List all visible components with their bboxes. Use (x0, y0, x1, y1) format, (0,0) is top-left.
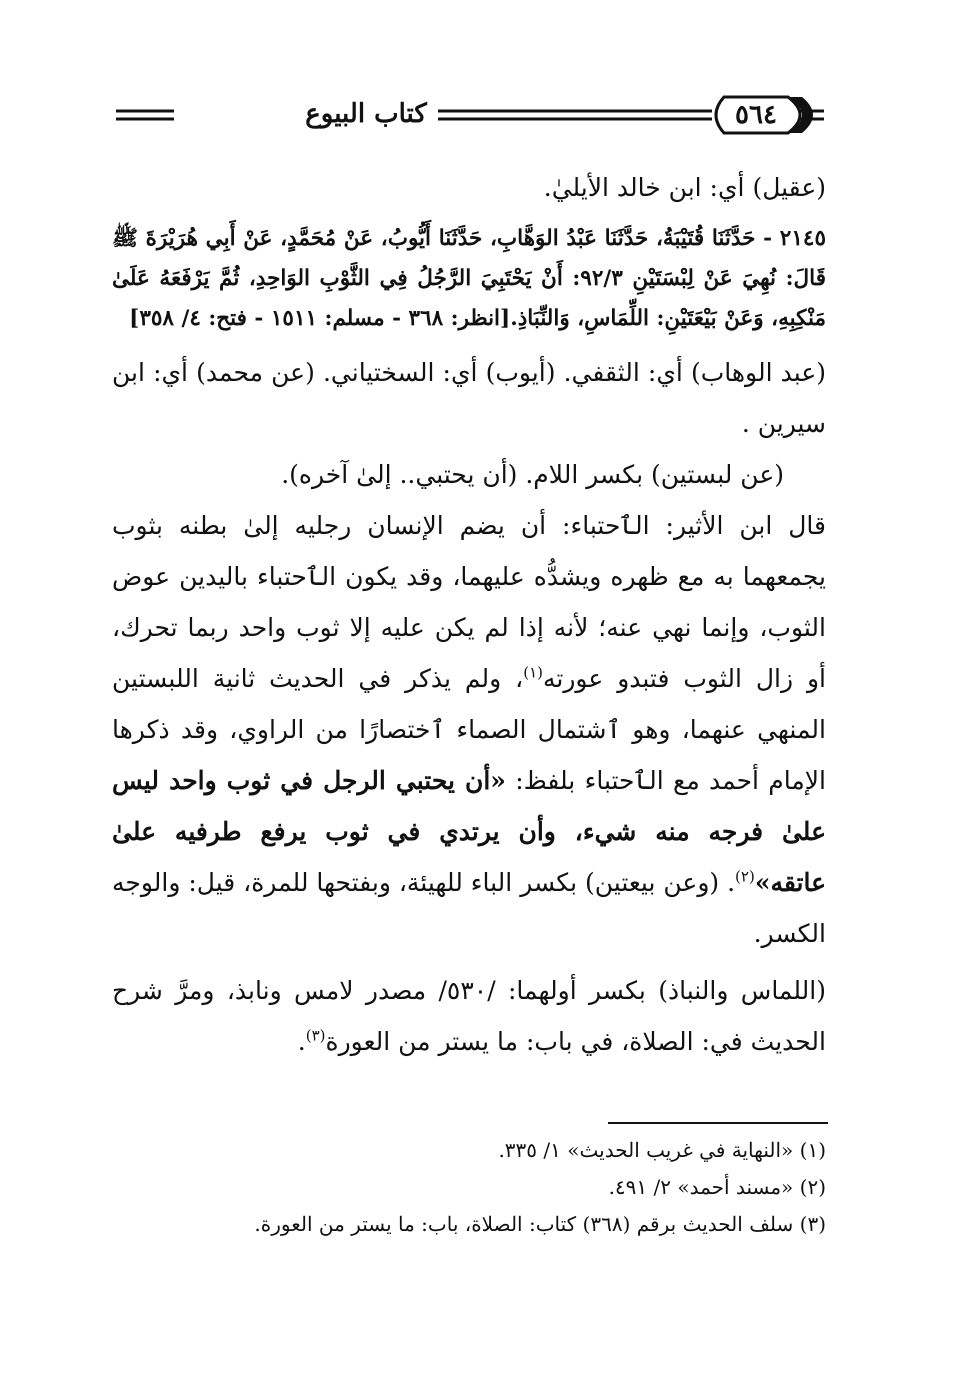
hadith-text (112, 219, 826, 339)
footnote-marker-1: (١) (523, 663, 543, 682)
hadith-body: ٢١٤٥ - حَدَّثَنَا قُتَيْبَةُ، حَدَّثَنَا عَبْدُ الوَهَّابِ، حَدَّثَنَا أَيُّوبُ، عَنْ مُحَمَّدٍ، عَنْ أَبِي هُرَيْرَةَ ﷺ قَالَ: نُهِيَ عَنْ لِبْسَتَيْنِ ٩٢/٣: أَنْ يَحْتَبِيَ الرَّجُلُ فِي الثَّوْبِ الوَاحِدِ، ثُمَّ يَرْفَعَهُ عَلَىٰ مَنْكِبِهِ، وَعَنْ بَيْعَتَيْنِ: اللِّمَاسِ، وَالنِّبَاذِ. (112, 226, 826, 331)
footnote-1: (١) «النهاية في غريب الحديث» ١/ ٣٣٥. (498, 1138, 826, 1162)
commentary-paragraph-2: (عن لبستين) بكسر اللام. (أن يحتبي.. إلىٰ آخره). (281, 460, 784, 489)
limas-nibadh-note: (اللماس والنباذ) بكسر أولهما: /٥٣٠/ مصدر لامس ونابذ، ومرَّ شرح الحديث في: الصلاة، في باب: ما يستر من العورة (112, 976, 826, 1056)
paragraph-end: . (297, 1027, 306, 1056)
running-title: كتاب البيوع (294, 94, 438, 134)
narrator-note: (عقيل) أي: ابن خالد الأيليٰ. (543, 173, 826, 202)
footnote-2: (٢) «مسند أحمد» ٢/ ٤٩١. (608, 1175, 826, 1199)
page-header (112, 92, 826, 138)
footnotes (112, 1132, 826, 1243)
ahmad-quote: «أن يحتبي الرجل في ثوب واحد ليس علىٰ فرجه منه شيء، وأن يرتدي في ثوب يرفع طرفيه علىٰ عاتقه» (112, 766, 826, 897)
footnote-3: (٣) سلف الحديث برقم (٣٦٨) كتاب: الصلاة، باب: ما يستر من العورة. (254, 1212, 826, 1236)
commentary-paragraph-4 (112, 965, 826, 1067)
hadith-reference: [انظر: ٣٦٨ - مسلم: ١٥١١ - فتح: ٤/ ٣٥٨] (129, 306, 511, 331)
bayatayn-note: . (وعن بيعتين) بكسر الباء للهيئة، وبفتحها للمرة، قيل: والوجه الكسر. (111, 868, 826, 948)
ibn-athir-quote: قال ابن الأثير: الٱحتباء: أن يضم الإنسان رجليه إلىٰ بطنه بثوب يجمعهما به مع ظهره ويشدُّه عليهما، وقد يكون الٱحتباء باليدين عوض الثوب، وإنما نهي عنه؛ لأنه إذا لم يكن عليه إلا ثوب واحد ربما تحرك، أو زال الثوب فتبدو عورته (112, 511, 826, 693)
main-text (112, 162, 826, 1067)
commentary-continuation: ، ولم يذكر في الحديث ثانية اللبستين المنهي عنهما، وهو ٱشتمال الصماء ٱختصارًا من الراوي، وقد ذكرها الإمام أحمد مع الٱحتباء بلفظ: (112, 664, 826, 795)
footnote-marker-3: (٣) (305, 1026, 326, 1045)
commentary-paragraph-3 (112, 500, 826, 959)
page-number: ٥٦٤ (735, 100, 777, 130)
footnote-separator (608, 1122, 828, 1124)
commentary-paragraph-1: (عبد الوهاب) أي: الثقفي. (أيوب) أي: السختياني. (عن محمد) أي: ابن سيرين . (112, 358, 826, 438)
footnote-marker-2: (٢) (735, 867, 755, 886)
